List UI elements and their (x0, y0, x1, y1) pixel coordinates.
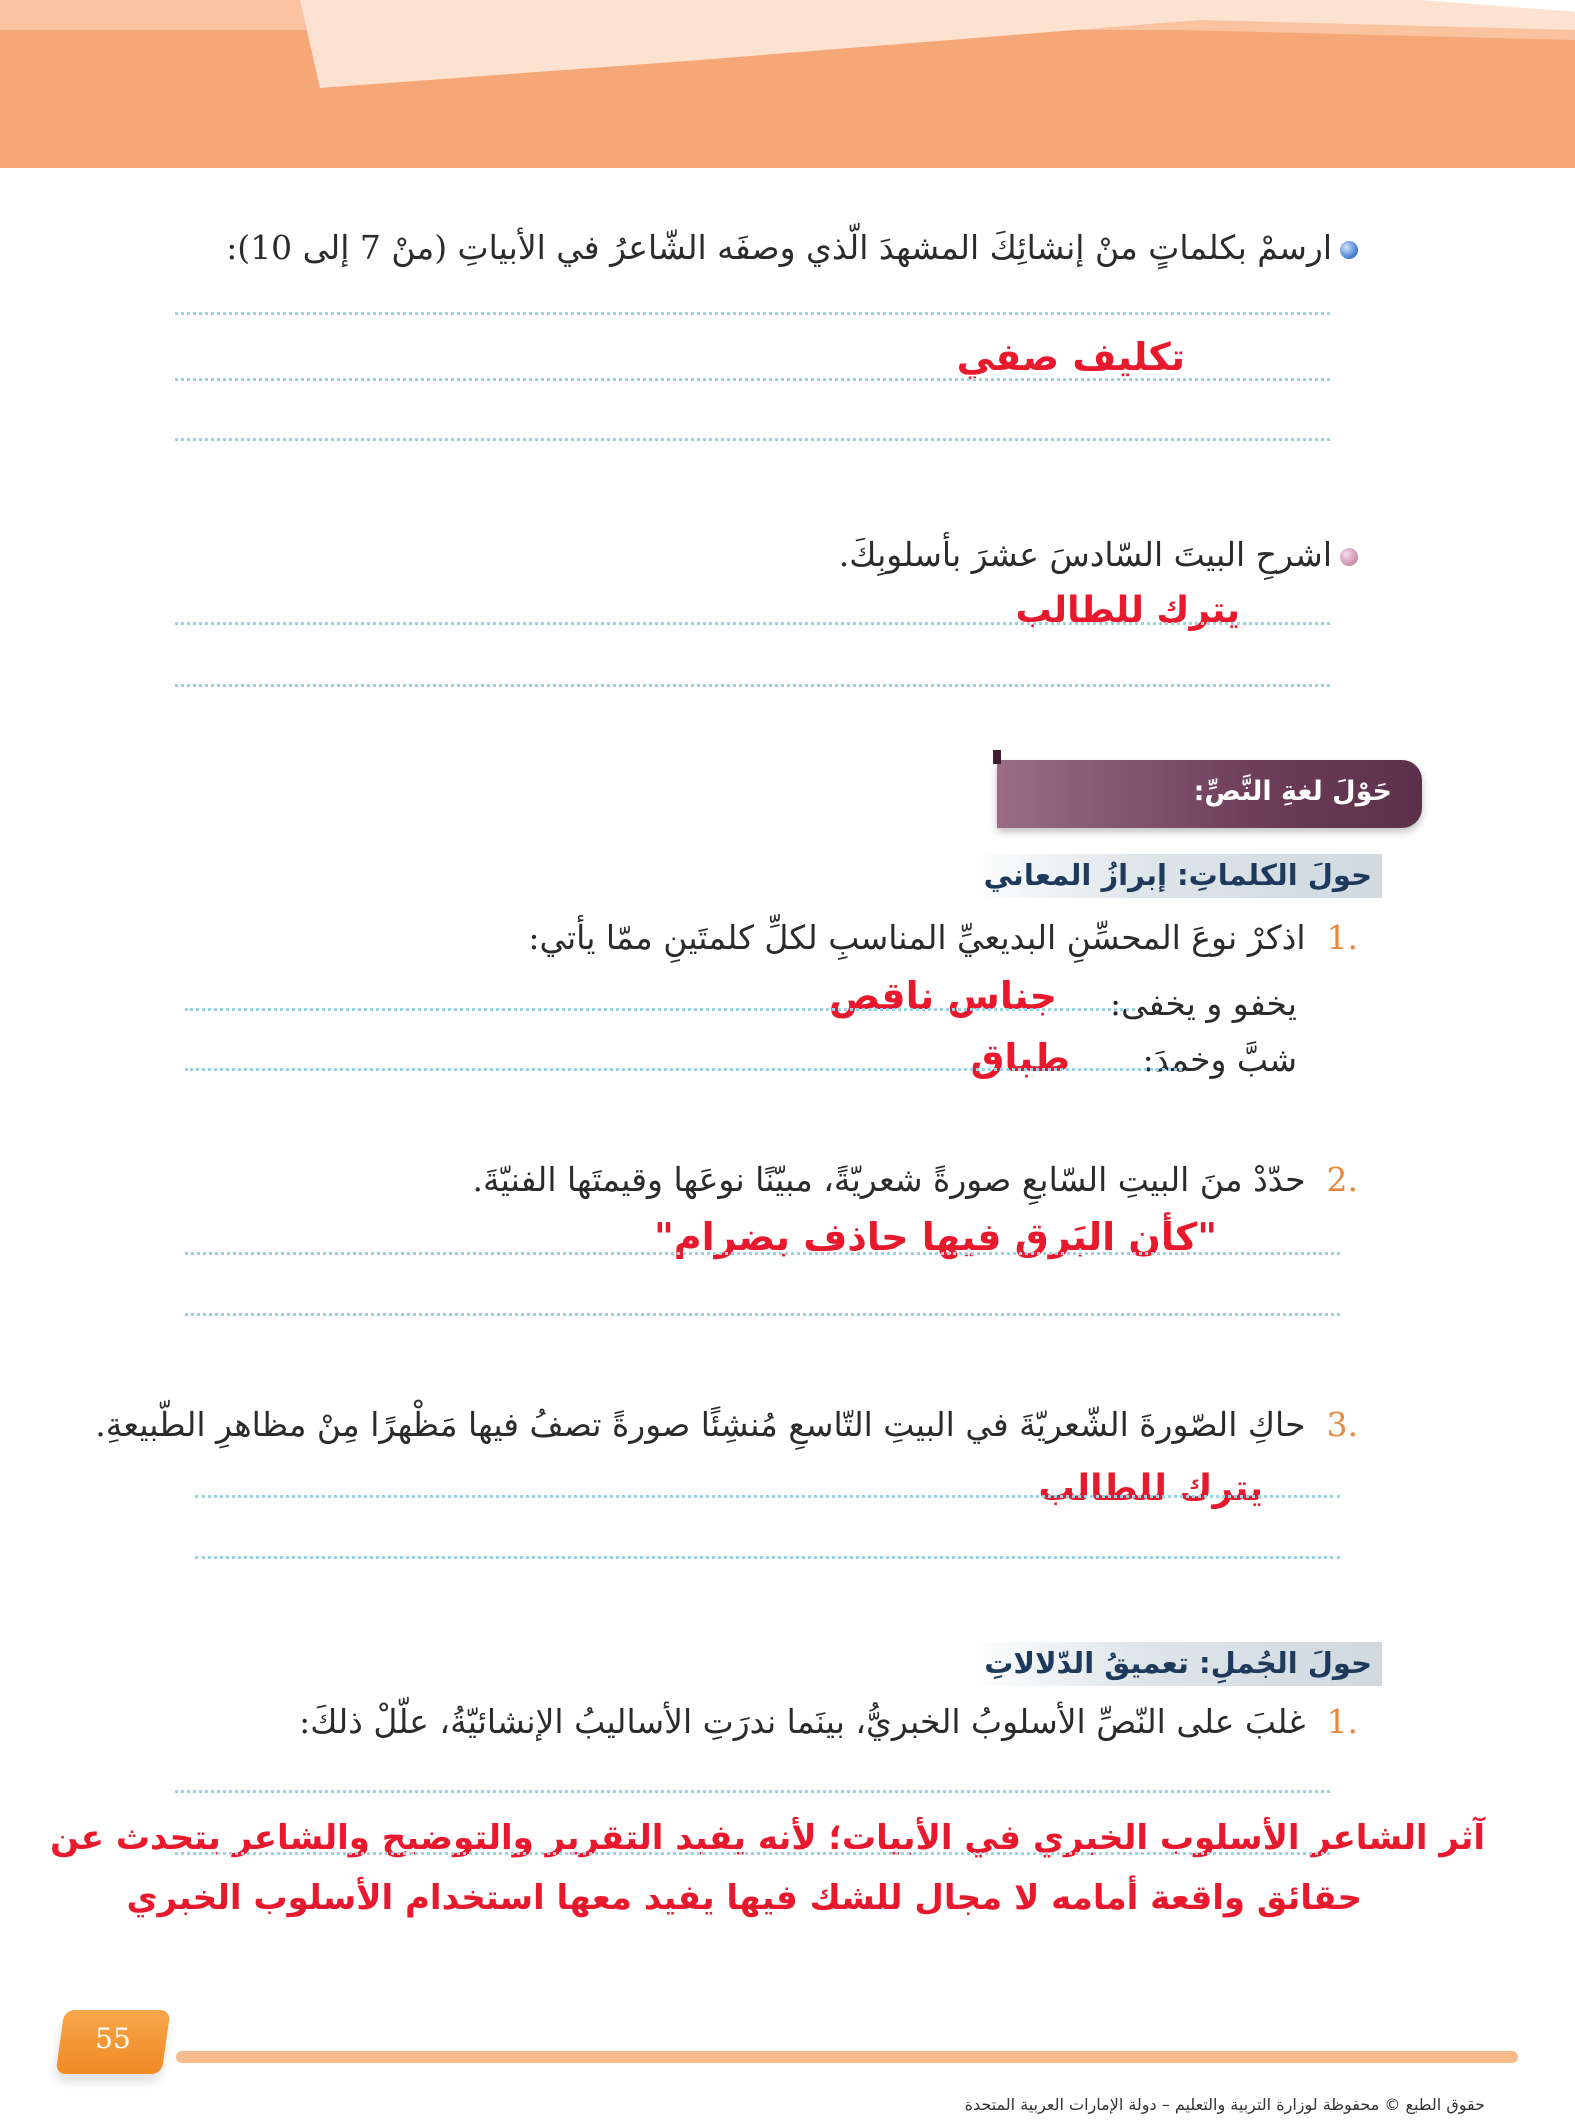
question-number: .1 (1326, 1702, 1358, 1741)
answer-line[interactable] (175, 378, 1330, 381)
sentences-answer-line2: حقائق واقعة أمامه لا مجال للشك فيها يفيد معها استخدام الأسلوب الخبري (126, 1878, 1362, 1918)
answer-line[interactable] (175, 1852, 1330, 1855)
answer-line[interactable] (185, 1008, 1135, 1011)
words-q3: .3 حاكِ الصّورةَ الشّعريّةَ في البيتِ التّاسعِ مُنشِئًا صورةً تصفُ فيها مَظْهرًا مِنْ مظاهرِ الطّبيعةِ. (95, 1405, 1358, 1444)
banner-graphic (0, 0, 1575, 168)
header-banner (0, 0, 1575, 168)
question-number: .2 (1326, 1160, 1358, 1199)
answer-line[interactable] (175, 438, 1330, 441)
question-number: .1 (1326, 918, 1358, 957)
answer-line[interactable] (175, 312, 1330, 315)
bullet-icon (1340, 241, 1358, 259)
words-q2: .2 حدّدْ منَ البيتِ السّابعِ صورةً شعريّةً، مبيّنًا نوعَها وقيمتَها الفنيّةَ. (472, 1160, 1358, 1199)
words-q3-answer: يترك للطالب (1038, 1468, 1263, 1509)
section-title: حَوْلَ لغةِ النَّصِّ: (1193, 776, 1392, 807)
copyright-text: حقوق الطبع © محفوظة لوزارة التربية والتعليم – دولة الإمارات العربية المتحدة (964, 2095, 1485, 2114)
sentences-answer-line1: آثر الشاعر الأسلوب الخبري في الأبيات؛ لأنه يفيد التقرير والتوضيح والشاعر يتحدث عن (50, 1818, 1485, 1858)
question-number: .3 (1326, 1405, 1358, 1444)
sentences-q1: .1 غلبَ على النّصِّ الأسلوبُ الخبريُّ، بينَما ندرَتِ الأساليبُ الإنشائيّةُ، علّلْ ذلكَ: (299, 1702, 1358, 1741)
activity1-question: ارسمْ بكلماتٍ منْ إنشائِكَ المشهدَ الّذي وصفَه الشّاعرُ في الأبياتِ (منْ 7 إلى 10): (226, 228, 1358, 267)
bullet-icon (1340, 548, 1358, 566)
sentences-heading: حولَ الجُملِ: تعميقُ الدّلالاتِ (968, 1642, 1382, 1686)
answer-line[interactable] (185, 1068, 1182, 1071)
pair1-answer: جناس ناقص (828, 974, 1057, 1018)
answer-line[interactable] (175, 1790, 1330, 1793)
words-q2-answer: "كأن البَرق فيها حاذف بضرام" (653, 1215, 1217, 1259)
words-q1: .1 اذكرْ نوعَ المحسِّنِ البديعيِّ المناسبِ لكلِّ كلمتَينِ ممّا يأتي: (528, 918, 1358, 957)
answer-line[interactable] (195, 1495, 1340, 1498)
answer-line[interactable] (175, 684, 1330, 687)
answer-line[interactable] (175, 622, 1330, 625)
section-tab-fold (993, 750, 1001, 764)
answer-line[interactable] (185, 1313, 1340, 1316)
section-tab (997, 760, 1422, 828)
words-heading: حولَ الكلماتِ: إبرازُ المعاني (968, 854, 1382, 898)
pair2-label: شبَّ وخمدَ: (1142, 1040, 1297, 1079)
activity2-answer: يترك للطالب (1015, 590, 1240, 631)
footer-bar (176, 2051, 1518, 2063)
pair2-answer: طباق (970, 1036, 1070, 1080)
page-number: 55 (95, 2022, 131, 2055)
activity2-question: اشرحِ البيتَ السّادسَ عشرَ بأسلوبِكَ. (839, 535, 1358, 574)
activity1-answer: تكليف صفي (956, 335, 1185, 379)
pair1-label: يخفو و يخفى: (1110, 984, 1297, 1023)
answer-line[interactable] (185, 1252, 1340, 1255)
answer-line[interactable] (195, 1556, 1340, 1559)
